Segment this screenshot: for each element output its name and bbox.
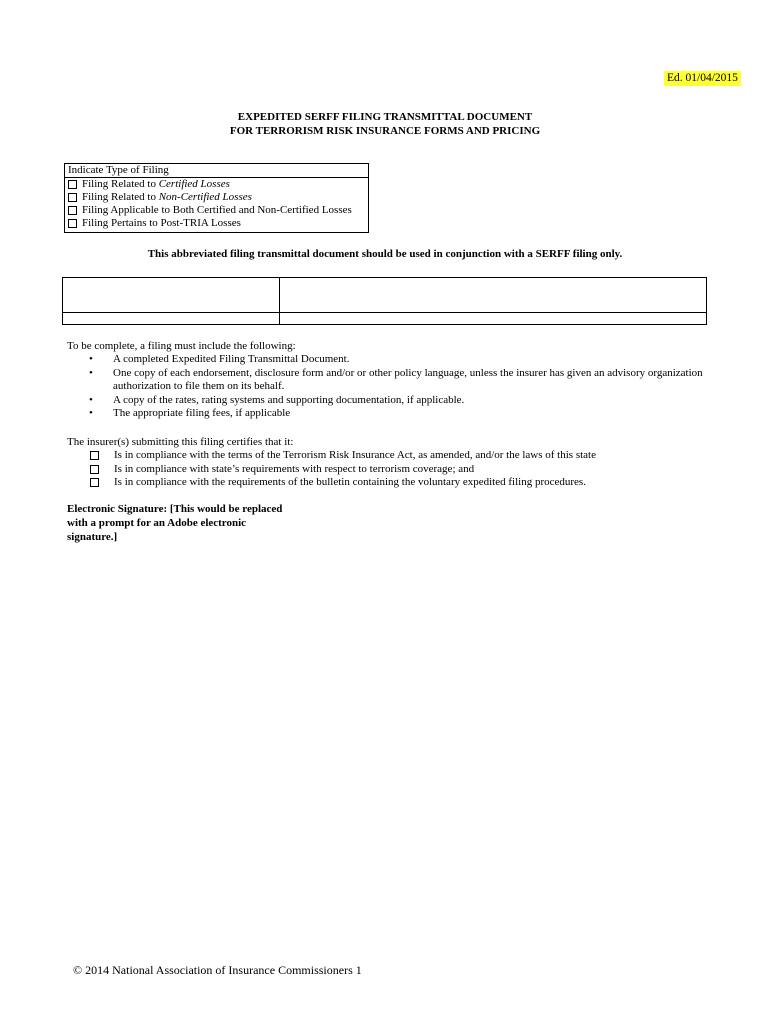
- checkbox-icon[interactable]: [68, 206, 77, 215]
- electronic-signature-placeholder[interactable]: Electronic Signature: [This would be replaced with a prompt for an Adobe electronic signature.]: [67, 503, 283, 543]
- option-label: Filing Related to Certified Losses: [82, 178, 230, 190]
- requirements-intro: To be complete, a filing must include the following:: [67, 340, 296, 352]
- filing-option-both[interactable]: [65, 204, 368, 217]
- list-item: • A completed Expedited Filing Transmittal Document.: [89, 353, 350, 365]
- filing-option-certified[interactable]: [65, 178, 368, 191]
- bullet-icon: •: [89, 393, 93, 406]
- checkbox-icon[interactable]: [90, 451, 99, 460]
- document-title-line2: FOR TERRORISM RISK INSURANCE FORMS AND PRICING: [229, 125, 541, 137]
- filing-type-box: [64, 163, 369, 233]
- table-divider: [63, 312, 706, 313]
- option-label: Filing Pertains to Post-TRIA Losses: [82, 217, 241, 229]
- copyright-footer: © 2014 National Association of Insurance Commissioners 1: [73, 963, 362, 977]
- bullet-icon: •: [89, 353, 93, 365]
- table-divider: [279, 278, 280, 324]
- certification-list: [90, 449, 730, 490]
- edition-date: Ed. 01/04/2015: [664, 71, 741, 86]
- certification-intro: The insurer(s) submitting this filing certifies that it:: [67, 436, 294, 448]
- checkbox-icon[interactable]: [68, 180, 77, 189]
- certification-item[interactable]: Is in compliance with the terms of the Terrorism Risk Insurance Act, as amended, and/or the laws of this state: [90, 449, 730, 463]
- filing-option-non-certified[interactable]: [65, 191, 368, 204]
- certification-item[interactable]: Is in compliance with the requirements of the bulletin containing the voluntary expedited filing procedures.: [90, 476, 730, 490]
- list-item: • The appropriate filing fees, if applicable: [89, 407, 291, 419]
- filing-option-post-tria[interactable]: [65, 217, 368, 230]
- checkbox-icon[interactable]: [68, 193, 77, 202]
- filing-type-header: Indicate Type of Filing: [65, 164, 368, 178]
- document-title-line1: EXPEDITED SERFF FILING TRANSMITTAL DOCUMENT: [237, 111, 533, 123]
- bullet-icon: •: [89, 407, 93, 419]
- bullet-icon: •: [89, 366, 93, 379]
- checkbox-icon[interactable]: [90, 478, 99, 487]
- requirements-list: [67, 353, 707, 421]
- option-label: Filing Related to Non-Certified Losses: [82, 191, 252, 203]
- checkbox-icon[interactable]: [90, 465, 99, 474]
- option-label: Filing Applicable to Both Certified and Non-Certified Losses: [82, 204, 352, 216]
- list-item: • A copy of the rates, rating systems and supporting documentation, if applicable.: [89, 393, 465, 406]
- blank-entry-table: [62, 277, 707, 325]
- list-item: • One copy of each endorsement, disclosure form and/or or other policy language, unless the insurer has given an advisory organization authorization to file them on its behalf.: [89, 366, 703, 392]
- checkbox-icon[interactable]: [68, 219, 77, 228]
- serff-notice: This abbreviated filing transmittal document should be used in conjunction with a SERFF filing only.: [147, 248, 623, 260]
- certification-item[interactable]: Is in compliance with state’s requirements with respect to terrorism coverage; and: [90, 463, 730, 477]
